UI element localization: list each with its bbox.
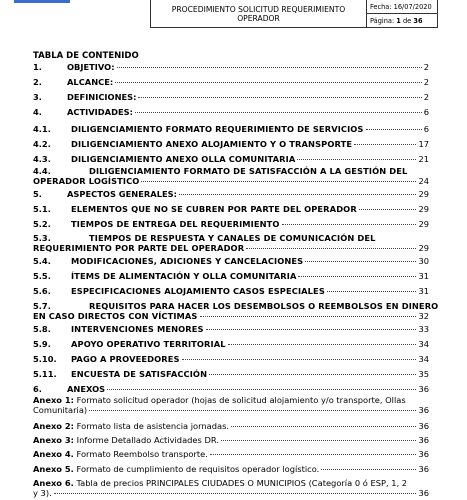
toc-entry-page: 32 (418, 311, 429, 321)
toc-entry-page: 21 (418, 154, 429, 164)
dot-leader (138, 97, 421, 98)
toc-entry-title: DILIGENCIAMIENTO ANEXO ALOJAMIENTO Y O TRANSPORTE (71, 139, 353, 149)
annex-page: 36 (418, 449, 429, 459)
toc-entry[interactable] (33, 124, 429, 134)
toc-entry-title: EN CASO DIRECTOS CON VÍCTIMAS (33, 311, 198, 321)
dot-leader (107, 389, 416, 390)
annex-description-line1: Formato solicitud operador (hojas de solicitud alojamiento y/o transporte, Ollas (76, 395, 406, 405)
toc-entry-number: 5.11. (33, 369, 57, 379)
dot-leader (354, 144, 416, 145)
dot-leader (117, 67, 422, 68)
toc-entry-line (33, 139, 429, 149)
toc-entry[interactable] (33, 219, 429, 229)
annex-description: Comunitaria) (33, 405, 88, 415)
annex-entry[interactable] (33, 435, 429, 445)
toc-entry-line2 (33, 311, 429, 321)
toc-entry-line (33, 77, 429, 87)
dot-leader (135, 112, 422, 113)
toc-entry[interactable] (33, 301, 439, 321)
toc-entry-line (33, 384, 429, 394)
toc-entry[interactable] (33, 286, 429, 296)
toc-entry-title: ÍTEMS DE ALIMENTACIÓN Y OLLA COMUNITARIA (71, 271, 297, 281)
annex-label: Anexo 6. (33, 478, 74, 488)
toc-entry[interactable] (33, 324, 429, 334)
toc-entry-line2 (33, 176, 429, 186)
annex-label: Anexo 4. (33, 449, 74, 459)
toc-entry[interactable] (33, 204, 429, 214)
toc-entry-line (33, 107, 429, 117)
toc-entry-number: 5.4. (33, 256, 51, 266)
toc-entry-page: 29 (418, 219, 429, 229)
annex-entry[interactable] (33, 395, 429, 415)
toc-entry-line (33, 219, 429, 229)
toc-entry-page: 36 (418, 384, 429, 394)
page-label: Página: (370, 16, 395, 25)
toc-entry-line (33, 154, 429, 164)
toc-entry-number: 1. (33, 62, 42, 72)
toc-entry[interactable] (33, 384, 429, 394)
toc-entry-line2 (33, 243, 429, 253)
header-meta (367, 0, 437, 27)
annex-page: 36 (418, 464, 429, 474)
toc-entry-page: 34 (418, 339, 429, 349)
dot-leader (200, 316, 417, 317)
toc-entry-line (33, 354, 429, 364)
toc-entry-title-line1: REQUISITOS PARA HACER LOS DESEMBOLSOS O REEMBOLSOS EN DINERO (89, 301, 439, 311)
toc-entry-number: 4.1. (33, 124, 51, 134)
toc-entry-title-line1: TIEMPOS DE RESPUESTA Y CANALES DE COMUNICACIÓN DEL (89, 233, 376, 243)
annex-entry[interactable] (33, 421, 429, 431)
annex-page: 36 (418, 405, 429, 415)
toc-entry-number: 5.9. (33, 339, 51, 349)
toc-entry-page: 6 (423, 124, 429, 134)
dot-leader (210, 454, 417, 455)
toc-entry-number: 5.10. (33, 354, 57, 364)
toc-entry-title: PAGO A PROVEEDORES (71, 354, 180, 364)
toc-entry-line1 (33, 166, 429, 176)
toc-entry-line (33, 92, 429, 102)
toc-entry-page: 34 (418, 354, 429, 364)
page-of: de (403, 16, 412, 25)
toc-entry[interactable] (33, 369, 429, 379)
toc-entry-number: 5.2. (33, 219, 51, 229)
toc-entry-title: ALCANCE: (67, 77, 114, 87)
annex-description: Formato de cumplimiento de requisitos operador logístico. (76, 464, 320, 474)
annex-label: Anexo 3: (33, 435, 74, 445)
toc-entry-page: 17 (418, 139, 429, 149)
toc-entry-number: 5.1. (33, 204, 51, 214)
toc-entry[interactable] (33, 107, 429, 117)
toc-entry-title: ACTIVIDADES: (67, 107, 133, 117)
toc-entry-title: ENCUESTA DE SATISFACCIÓN (71, 369, 208, 379)
toc-entry[interactable] (33, 189, 429, 199)
toc-entry[interactable] (33, 256, 429, 266)
toc-entry[interactable] (33, 77, 429, 87)
annex-line (33, 435, 429, 445)
toc-entry-title: APOYO OPERATIVO TERRITORIAL (71, 339, 226, 349)
toc-entry[interactable] (33, 62, 429, 72)
toc-entry-number: 4.2. (33, 139, 51, 149)
toc-entry-title: ESPECIFICACIONES ALOJAMIENTO CASOS ESPECIALES (71, 286, 325, 296)
toc-entry-page: 6 (423, 107, 429, 117)
annex-line2 (33, 405, 429, 415)
annex-label: Anexo 1: (33, 395, 74, 405)
toc-entry-title: OBJETIVO: (67, 62, 115, 72)
annex-entry[interactable] (33, 464, 429, 474)
annex-line (33, 464, 429, 474)
dot-leader (231, 426, 416, 427)
toc-entry[interactable] (33, 154, 429, 164)
dot-leader (359, 209, 417, 210)
toc-entry-title: REQUERIMIENTO POR PARTE DEL OPERADOR (33, 243, 245, 253)
header-title (151, 0, 367, 27)
toc-entry-number: 4. (33, 107, 42, 117)
toc-entry-line (33, 256, 429, 266)
dot-leader (321, 469, 416, 470)
annex-description: Formato Reembolso transporte. (76, 449, 208, 459)
toc-entry-page: 2 (423, 77, 429, 87)
header-page (367, 13, 437, 27)
dot-leader (206, 329, 417, 330)
dot-leader (366, 129, 422, 130)
toc-entry-line (33, 339, 429, 349)
annex-page: 36 (418, 435, 429, 445)
toc-entry-page: 31 (418, 286, 429, 296)
dot-leader (282, 224, 417, 225)
document-header (150, 0, 438, 28)
toc-entry-title-line1: DILIGENCIAMIENTO FORMATO DE SATISFACCIÓN A LA GESTIÓN DEL (89, 166, 408, 176)
annex-line1 (33, 395, 429, 405)
toc-entry-line (33, 62, 429, 72)
toc-entry-page: 30 (418, 256, 429, 266)
annex-page: 36 (418, 421, 429, 431)
toc-entry-number: 5.3. (33, 233, 51, 243)
header-title-line2: OPERADOR (237, 13, 280, 23)
dot-leader (305, 261, 416, 262)
toc-entry-page: 29 (418, 189, 429, 199)
toc-entry-line1 (33, 233, 429, 243)
dot-leader (298, 276, 416, 277)
annex-description: Informe Detallado Actividades DR. (76, 435, 219, 445)
toc-entry-title: DEFINICIONES: (67, 92, 137, 102)
date-value: 16/07/2020 (393, 2, 432, 11)
toc-entry-page: 24 (418, 176, 429, 186)
dot-leader (179, 194, 416, 195)
toc-entry-number: 5.6. (33, 286, 51, 296)
dot-leader (209, 374, 416, 375)
toc-entry-line (33, 271, 429, 281)
toc-entry-title: ANEXOS (67, 384, 106, 394)
toc-entry-title: ASPECTOS GENERALES: (67, 189, 177, 199)
toc-entry[interactable] (33, 139, 429, 149)
page-total: 36 (413, 16, 423, 25)
dot-leader (54, 493, 417, 494)
toc-entry-number: 5. (33, 189, 42, 199)
annex-page: 36 (418, 488, 429, 498)
page-current: 1 (396, 16, 401, 25)
dot-leader (115, 82, 421, 83)
toc-entry-line (33, 369, 429, 379)
toc-entry[interactable] (33, 339, 429, 349)
dot-leader (141, 181, 416, 182)
toc-entry-number: 5.7. (33, 301, 51, 311)
toc-entry-title: DILIGENCIAMIENTO ANEXO OLLA COMUNITARIA (71, 154, 296, 164)
date-label: Fecha: (370, 2, 392, 11)
toc-entry-title: DILIGENCIAMIENTO FORMATO REQUERIMIENTO DE SERVICIOS (71, 124, 364, 134)
toc-entry[interactable] (33, 271, 429, 281)
toc-entry-line (33, 124, 429, 134)
toc-entry-page: 29 (418, 204, 429, 214)
annex-entry[interactable] (33, 449, 429, 459)
toc-entry-title: OPERADOR LOGÍSTICO (33, 176, 140, 186)
toc-entry-title: ELEMENTOS QUE NO SE CUBREN POR PARTE DEL OPERADOR (71, 204, 357, 214)
toc-entry-page: 2 (423, 92, 429, 102)
annex-line2 (33, 488, 429, 498)
toc-entry-line (33, 189, 429, 199)
annex-entry[interactable] (33, 478, 429, 498)
toc-entry-title: MODIFICACIONES, ADICIONES Y CANCELACIONES (71, 256, 304, 266)
toc-entry-title: INTERVENCIONES MENORES (71, 324, 204, 334)
toc-entry-number: 3. (33, 92, 42, 102)
toc-entry-page: 29 (418, 243, 429, 253)
toc-entry-number: 2. (33, 77, 42, 87)
toc-entry[interactable] (33, 166, 429, 186)
toc-entry[interactable] (33, 354, 429, 364)
dot-leader (327, 291, 417, 292)
annex-description: y 3). (33, 488, 52, 498)
toc-entry-line (33, 286, 429, 296)
toc-entry-line1 (33, 301, 439, 311)
toc-entry-number: 5.8. (33, 324, 51, 334)
toc-entry-line (33, 204, 429, 214)
dot-leader (182, 359, 417, 360)
toc-entry-page: 2 (423, 62, 429, 72)
annex-line1 (33, 478, 429, 488)
toc-entry-page: 35 (418, 369, 429, 379)
toc-title: TABLA DE CONTENIDO (33, 51, 139, 61)
header-date (367, 0, 437, 13)
toc-entry-page: 33 (418, 324, 429, 334)
dot-leader (246, 248, 416, 249)
toc-entry-title: TIEMPOS DE ENTREGA DEL REQUERIMIENTO (71, 219, 280, 229)
toc-entry[interactable] (33, 233, 429, 253)
annex-line (33, 421, 429, 431)
dot-leader (297, 159, 416, 160)
toc-entry-number: 4.3. (33, 154, 51, 164)
annex-description: Formato lista de asistencia jornadas. (76, 421, 230, 431)
header-title-line1: PROCEDIMIENTO SOLICITUD REQUERIMIENTO (171, 4, 346, 14)
dot-leader (221, 440, 416, 441)
dot-leader (89, 410, 416, 411)
annex-description-line1: Tabla de precios PRINCIPALES CIUDADES O MUNICIPIOS (Categoría 0 ó ESP, 1, 2 (76, 478, 408, 488)
toc-entry-line (33, 324, 429, 334)
toc-entry[interactable] (33, 92, 429, 102)
toc-entry-number: 5.5. (33, 271, 51, 281)
toc-entry-number: 6. (33, 384, 42, 394)
annex-line (33, 449, 429, 459)
logo-stripe (14, 0, 70, 3)
toc-entry-number: 4.4. (33, 166, 51, 176)
toc-entry-page: 31 (418, 271, 429, 281)
annex-label: Anexo 5. (33, 464, 74, 474)
dot-leader (228, 344, 417, 345)
annex-label: Anexo 2: (33, 421, 74, 431)
